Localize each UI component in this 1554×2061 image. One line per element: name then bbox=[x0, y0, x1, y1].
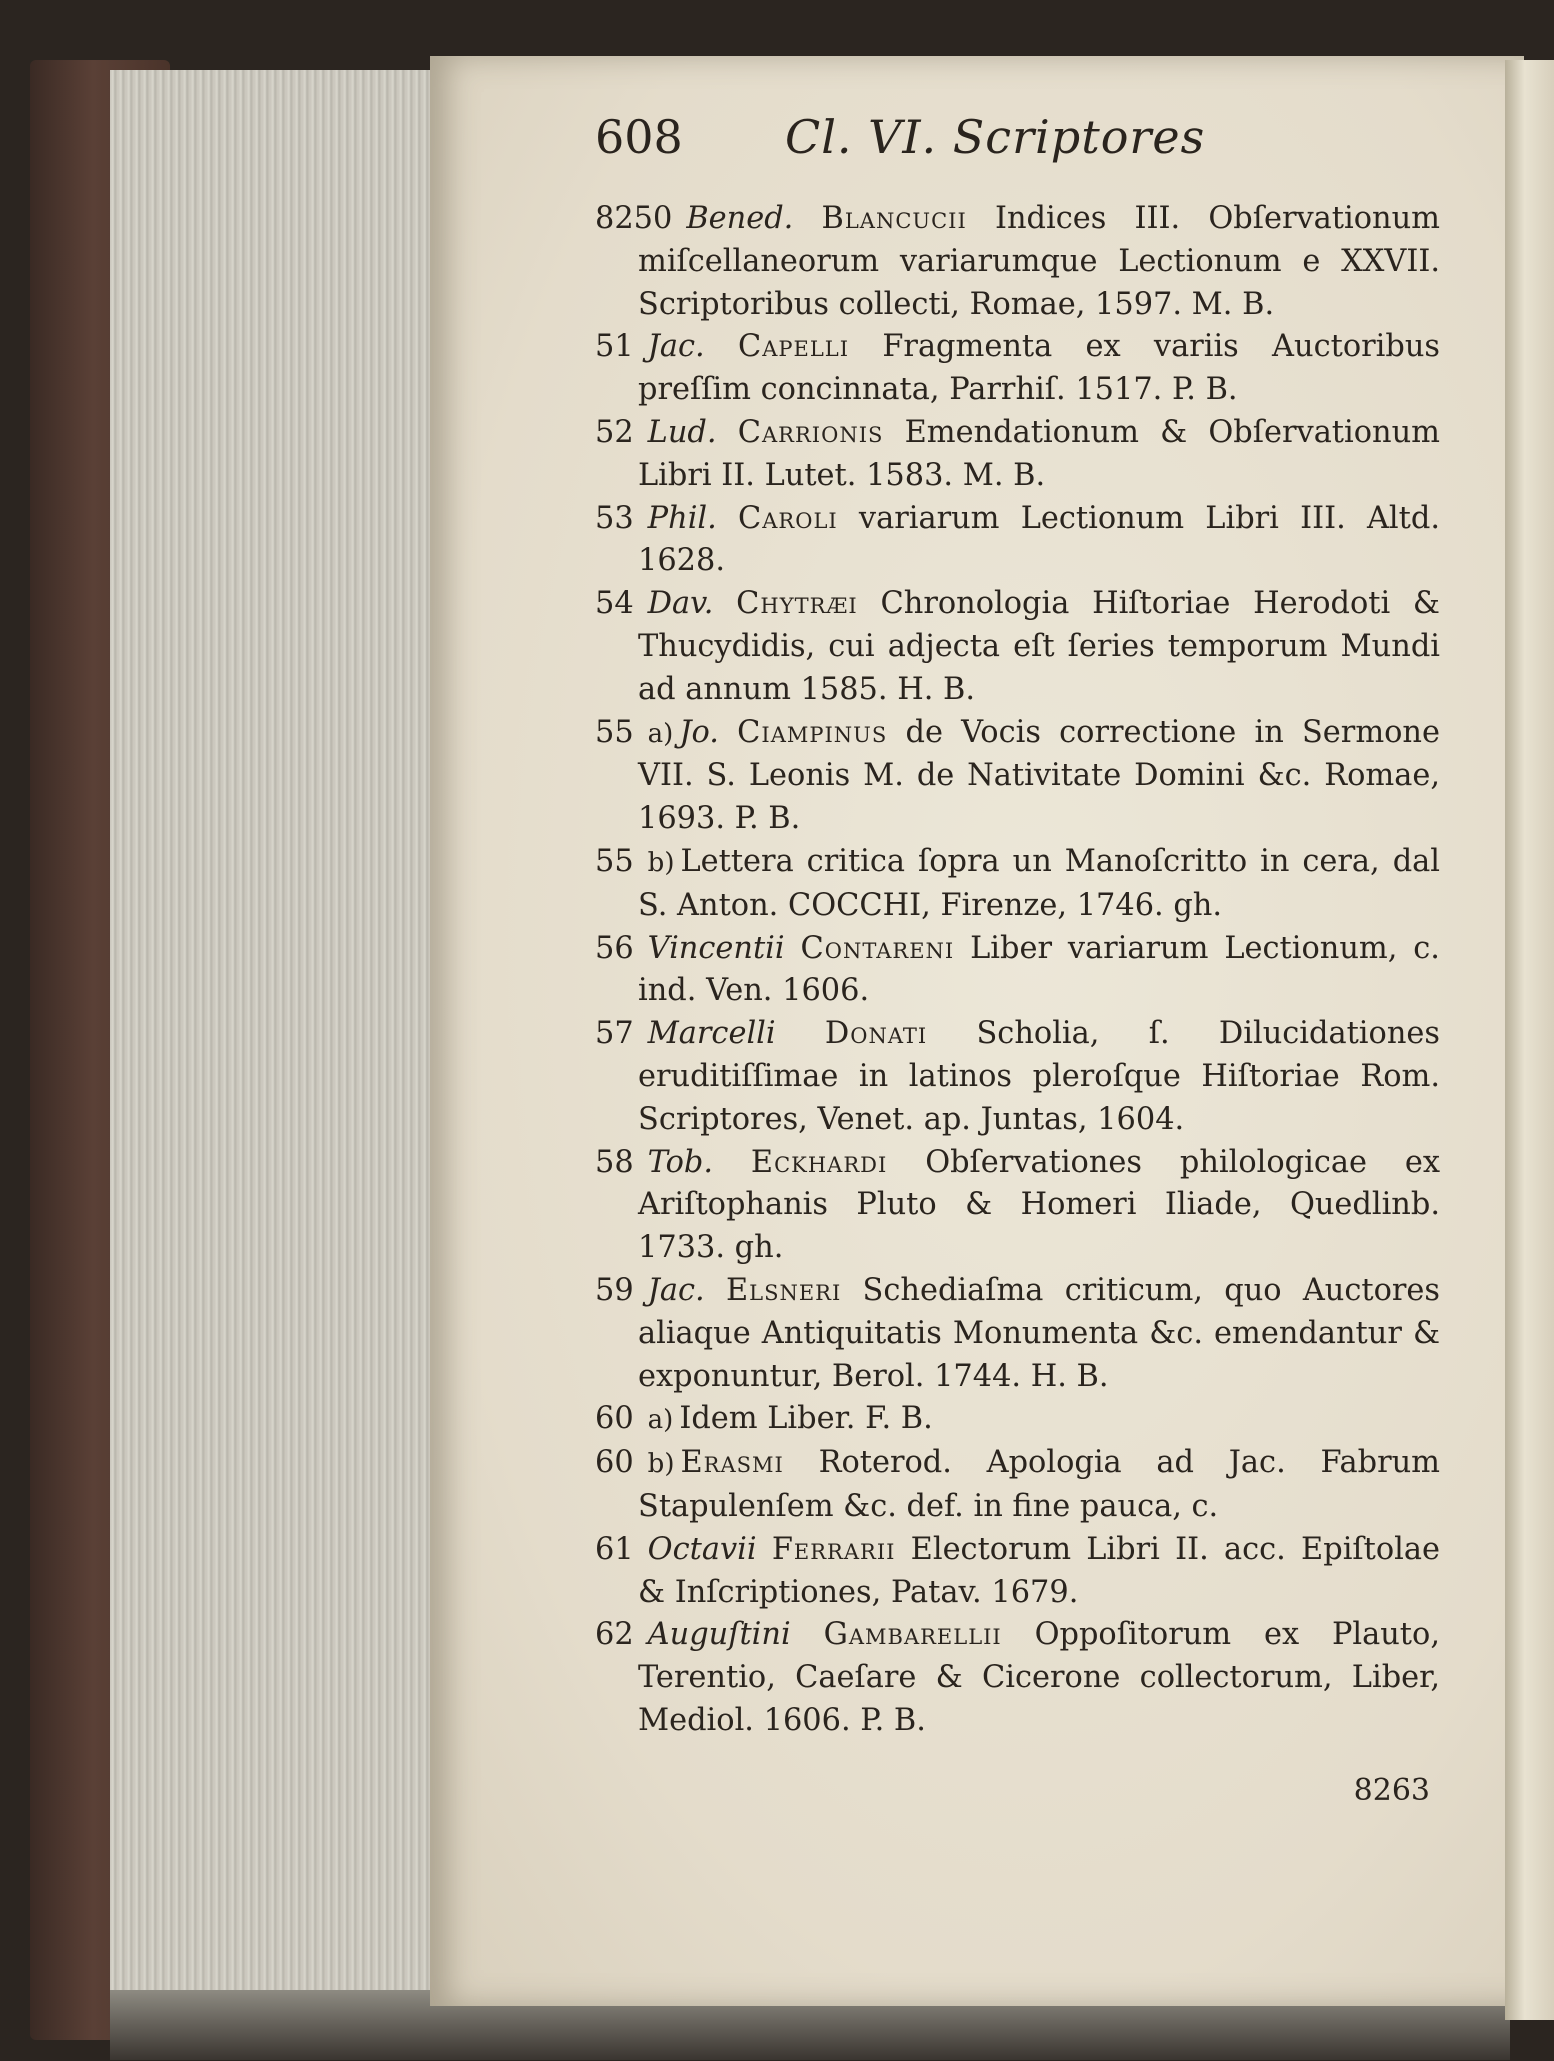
bibliography-entry bbox=[595, 583, 1440, 711]
bibliography-entry bbox=[595, 928, 1440, 1014]
entry-number: 60 bbox=[595, 1445, 634, 1481]
entry-number: 61 bbox=[595, 1531, 634, 1567]
entry-text: Scholia, ſ. Dilucidationes eruditiſſimae in latinos pleroſque Hiſtoriae Rom. Scriptores, Venet. ap. Juntas, 1604. bbox=[638, 1016, 1440, 1137]
entry-text: de Vocis correctione in Sermone VII. S. Leonis M. de Nativitate Domini &c. Romae, 1693. P. B. bbox=[638, 714, 1440, 837]
bibliography-entry bbox=[595, 1529, 1440, 1615]
entry-number: 62 bbox=[595, 1617, 634, 1653]
page-text bbox=[595, 110, 1440, 1808]
entry-number: 60 bbox=[595, 1401, 634, 1437]
author-forename: Dav. bbox=[647, 586, 714, 622]
entry-number: 54 bbox=[595, 586, 634, 622]
entry-number: 53 bbox=[595, 500, 634, 536]
entry-text: Emendationum & Obſervationum Libri II. Lutet. 1583. M. B. bbox=[638, 414, 1441, 493]
entry-number: 51 bbox=[595, 329, 634, 365]
entry-number: 55 bbox=[595, 714, 634, 750]
author-surname: Gambarellii bbox=[823, 1617, 1002, 1653]
bibliography-entry bbox=[595, 712, 1440, 841]
entry-subletter: a) bbox=[647, 1405, 674, 1436]
entry-text: variarum Lectionum Libri III. Altd. 1628. bbox=[638, 500, 1440, 579]
author-surname: Elsneri bbox=[725, 1272, 842, 1308]
entry-text: Electorum Libri II. acc. Epiſtolae & Inſcriptiones, Patav. 1679. bbox=[638, 1531, 1440, 1610]
bibliography-entry bbox=[595, 326, 1440, 412]
author-forename: Marcelli bbox=[647, 1016, 776, 1052]
entry-text: Fragmenta ex variis Auctoribus preſſim concinnata, Parrhiſ. 1517. P. B. bbox=[638, 329, 1440, 408]
author-surname: Chytræi bbox=[736, 586, 858, 622]
facing-page-edge bbox=[1505, 60, 1554, 2020]
author-surname: Ferrarii bbox=[771, 1531, 896, 1567]
entry-number: 8250 bbox=[595, 201, 673, 236]
author-forename: Phil. bbox=[647, 500, 717, 536]
bibliography-entry bbox=[595, 498, 1440, 584]
author-forename: Jac. bbox=[647, 1272, 705, 1308]
entry-text: Lettera critica ſopra un Manoſcritto in cera, dal S. Anton. COCCHI, Firenze, 1746. gh. bbox=[638, 843, 1440, 923]
author-forename: Bened. bbox=[686, 201, 794, 236]
entry-number: 52 bbox=[595, 414, 634, 450]
author-surname: Erasmi bbox=[680, 1445, 784, 1481]
bibliography-entry bbox=[595, 1398, 1440, 1442]
entry-number: 59 bbox=[595, 1272, 634, 1308]
running-head-title: Cl. VI. Scriptores bbox=[785, 110, 1206, 164]
entry-number: 55 bbox=[595, 843, 634, 879]
bibliography-entry bbox=[595, 1142, 1440, 1270]
author-surname: Eckhardi bbox=[750, 1144, 888, 1180]
author-surname: Contareni bbox=[800, 930, 955, 966]
entry-subletter: b) bbox=[647, 847, 675, 878]
author-surname: Caroli bbox=[738, 500, 838, 536]
entry-subletter: a) bbox=[647, 718, 674, 749]
author-forename: Jo. bbox=[679, 714, 719, 750]
bibliography-entry bbox=[595, 412, 1440, 498]
entry-text: Chronologia Hiſtoriae Herodoti & Thucydidis, cui adjecta eſt ſeries temporum Mundi ad annum 1585. H. B. bbox=[638, 586, 1440, 707]
bibliography-entry bbox=[595, 1013, 1440, 1141]
bibliography-entry bbox=[595, 1614, 1440, 1742]
bibliography-entry bbox=[595, 1442, 1440, 1529]
entry-text: Indices III. Obſervationum miſcellaneorum variarumque Lectionum e XXVII. Scriptoribus collecti, Romae, 1597. M. B. bbox=[638, 201, 1440, 322]
author-surname: Blancucii bbox=[821, 201, 967, 236]
author-forename: Tob. bbox=[647, 1144, 713, 1180]
catchword: 8263 bbox=[1353, 1772, 1430, 1808]
entry-text: Schediaſma criticum, quo Auctores aliaque Antiquitatis Monumenta &c. emendantur & exponuntur, Berol. 1744. H. B. bbox=[638, 1272, 1440, 1394]
page-number: 608 bbox=[595, 110, 683, 164]
author-forename: Jac. bbox=[647, 329, 705, 365]
author-forename: Vincentii bbox=[647, 930, 785, 966]
author-surname: Capelli bbox=[737, 329, 850, 365]
author-surname: Carrionis bbox=[737, 414, 884, 450]
entry-number: 56 bbox=[595, 930, 634, 966]
entry-text: Roterod. Apologia ad Jac. Fabrum Stapulenſem &c. def. in fine pauca, c. bbox=[638, 1445, 1440, 1524]
entry-number: 57 bbox=[595, 1016, 634, 1052]
author-forename: Auguſtini bbox=[647, 1617, 791, 1653]
entry-text: Oppoſitorum ex Plauto, Terentio, Caeſare & Cicerone collectorum, Liber, Mediol. 1606. P. B. bbox=[638, 1617, 1440, 1738]
bibliography-entry bbox=[595, 841, 1440, 928]
author-forename: Lud. bbox=[647, 414, 717, 450]
entry-text: Idem Liber. F. B. bbox=[679, 1401, 933, 1437]
bibliography-entries bbox=[595, 198, 1440, 1743]
entry-text: Liber variarum Lectionum, c. ind. Ven. 1606. bbox=[638, 930, 1440, 1009]
page-edges bbox=[110, 70, 430, 2050]
bibliography-entry bbox=[595, 198, 1440, 326]
entry-subletter: b) bbox=[647, 1449, 675, 1480]
bibliography-entry bbox=[595, 1270, 1440, 1398]
running-header bbox=[595, 110, 1440, 176]
entry-text: Obſervationes philologicae ex Ariſtophanis Pluto & Homeri Iliade, Quedlinb. 1733. gh. bbox=[638, 1144, 1440, 1266]
author-forename: Octavii bbox=[647, 1531, 757, 1567]
entry-number: 58 bbox=[595, 1144, 634, 1180]
author-surname: Donati bbox=[824, 1016, 928, 1052]
author-surname: Ciampinus bbox=[737, 714, 888, 750]
